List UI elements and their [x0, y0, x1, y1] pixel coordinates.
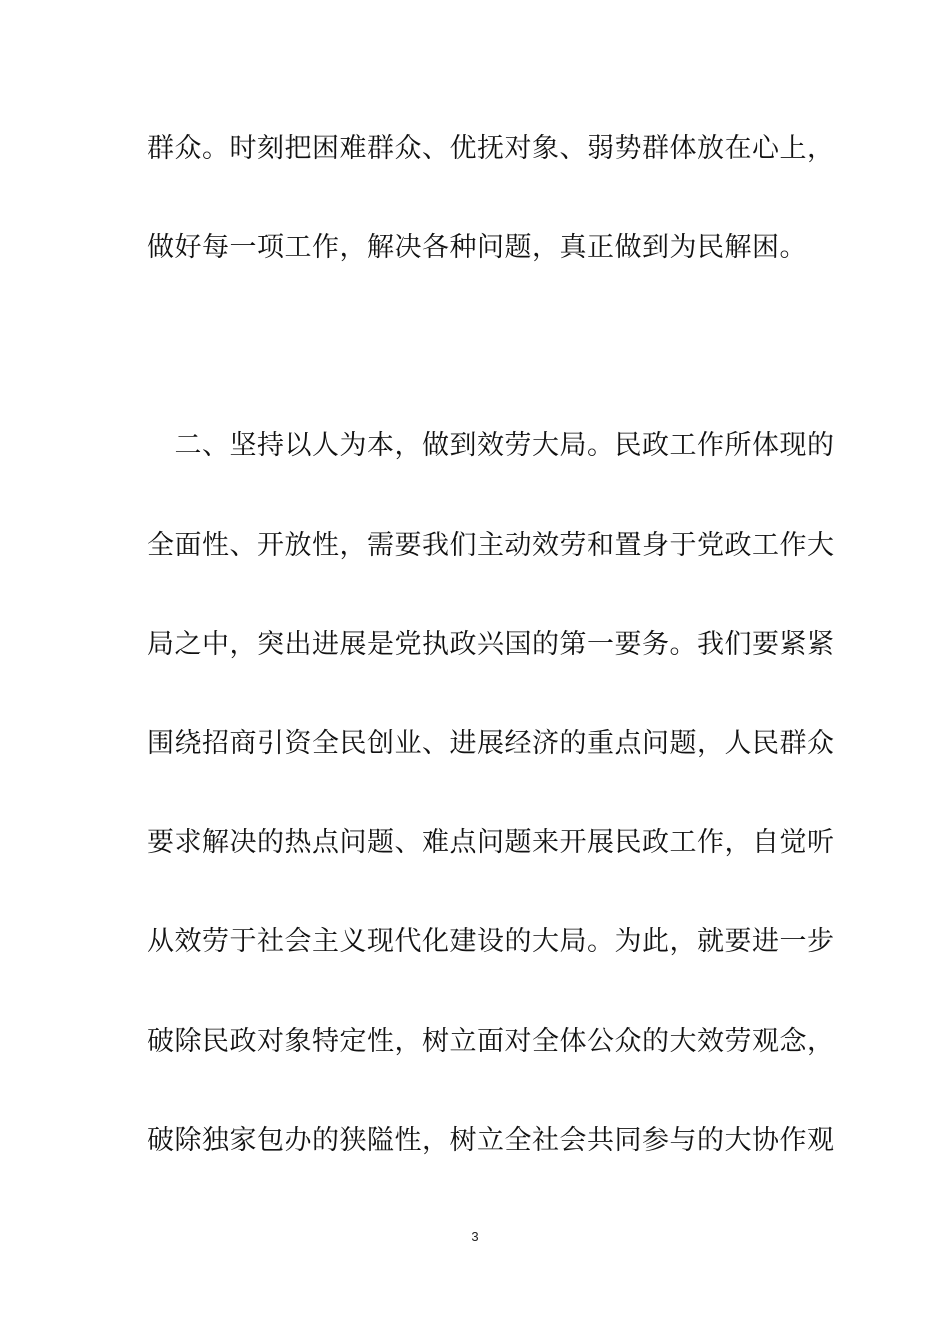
- paragraph-line: 做好每一项工作，解决各种问题，真正做到为民解困。: [147, 232, 807, 263]
- paragraph-line: 局之中，突出进展是党执政兴国的第一要务。我们要紧紧: [147, 629, 835, 660]
- paragraph-line: 要求解决的热点问题、难点问题来开展民政工作，自觉听: [147, 827, 835, 858]
- page-number: 3: [471, 1229, 479, 1244]
- paragraph-line: 破除独家包办的狭隘性，树立全社会共同参与的大协作观: [147, 1125, 835, 1156]
- paragraph-line: 从效劳于社会主义现代化建设的大局。为此，就要进一步: [147, 926, 835, 957]
- paragraph-line: 破除民政对象特定性，树立面对全体公众的大效劳观念，: [147, 1026, 835, 1057]
- paragraph-line: 二、坚持以人为本，做到效劳大局。民政工作所体现的: [147, 430, 835, 461]
- paragraph-line: 围绕招商引资全民创业、进展经济的重点问题，人民群众: [147, 728, 835, 759]
- paragraph-line: 群众。时刻把困难群众、优抚对象、弱势群体放在心上，: [147, 133, 835, 164]
- paragraph-line: 全面性、开放性，需要我们主动效劳和置身于党政工作大: [147, 530, 835, 561]
